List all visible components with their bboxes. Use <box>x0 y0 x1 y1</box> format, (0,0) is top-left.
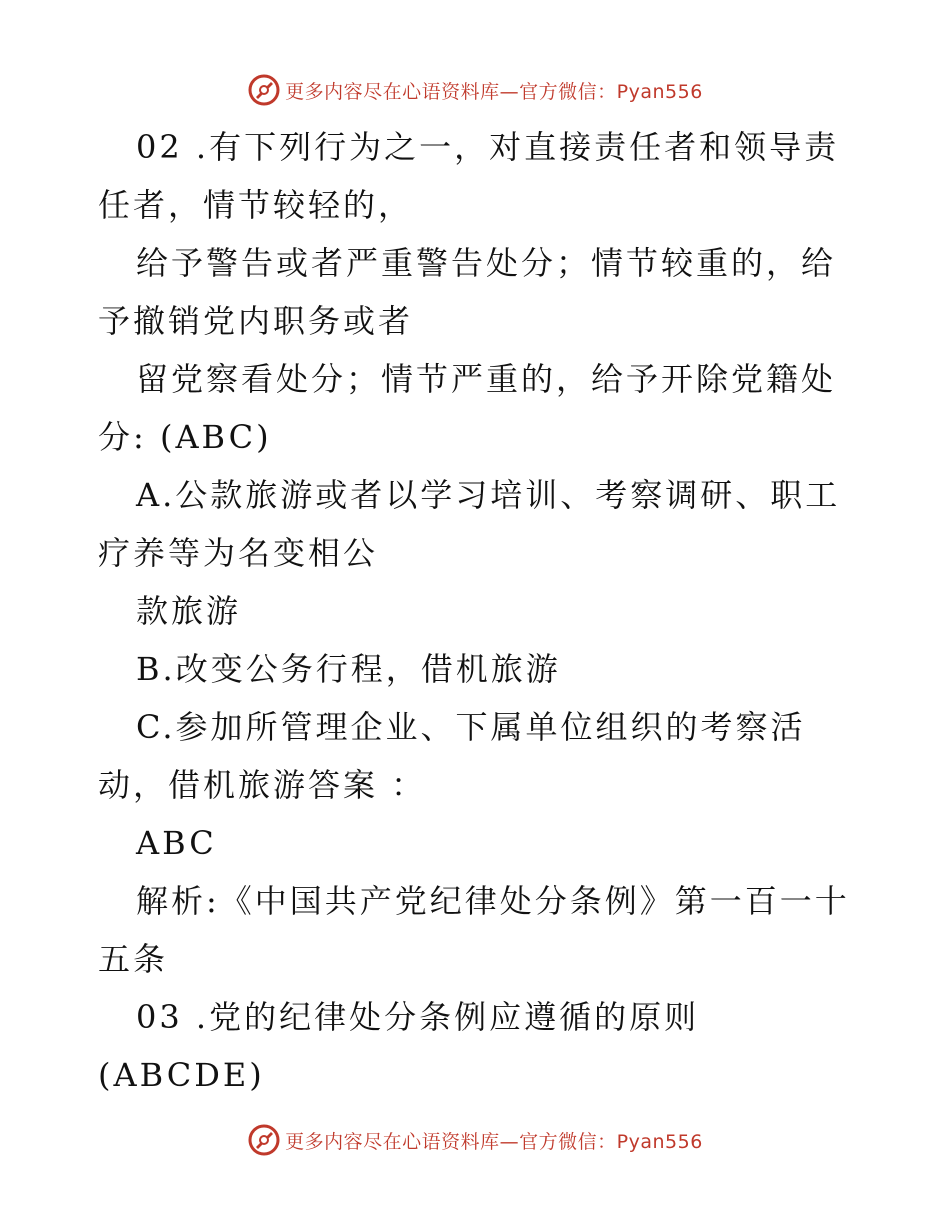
option-a: A.公款旅游或者以学习培训、考察调研、职工疗养等为名变相公 <box>98 476 841 572</box>
watermark-text: 更多内容尽在心语资料库—官方微信：Pyan556 <box>285 1130 703 1153</box>
quill-seal-icon <box>247 1123 281 1157</box>
question-02-stem-cont-2: 留党察看处分；情节严重的，给予开除党籍处分: (ABC) <box>98 360 837 456</box>
watermark-text: 更多内容尽在心语资料库—官方微信：Pyan556 <box>285 80 703 103</box>
answer-value: ABC <box>136 824 217 862</box>
option-a-cont: 款旅游 <box>136 592 242 630</box>
quill-seal-icon <box>247 73 281 107</box>
question-02-stem-cont-1: 给予警告或者严重警告处分；情节较重的，给予撤销党内职务或者 <box>98 244 837 340</box>
document-body <box>98 118 858 1104</box>
question-02-stem: 02 .有下列行为之一，对直接责任者和领导责任者，情节较轻的， <box>98 128 840 224</box>
explanation: 解析:《中国共产党纪律处分条例》第一百一十五条 <box>98 882 850 978</box>
header-watermark <box>0 70 950 110</box>
option-b: B.改变公务行程，借机旅游 <box>136 650 561 688</box>
footer-watermark <box>0 1120 950 1160</box>
option-c: C.参加所管理企业、下属单位组织的考察活动，借机旅游答案 ： <box>98 708 806 804</box>
question-03-stem: 03 .党的纪律处分条例应遵循的原则(ABCDE) <box>98 998 700 1094</box>
